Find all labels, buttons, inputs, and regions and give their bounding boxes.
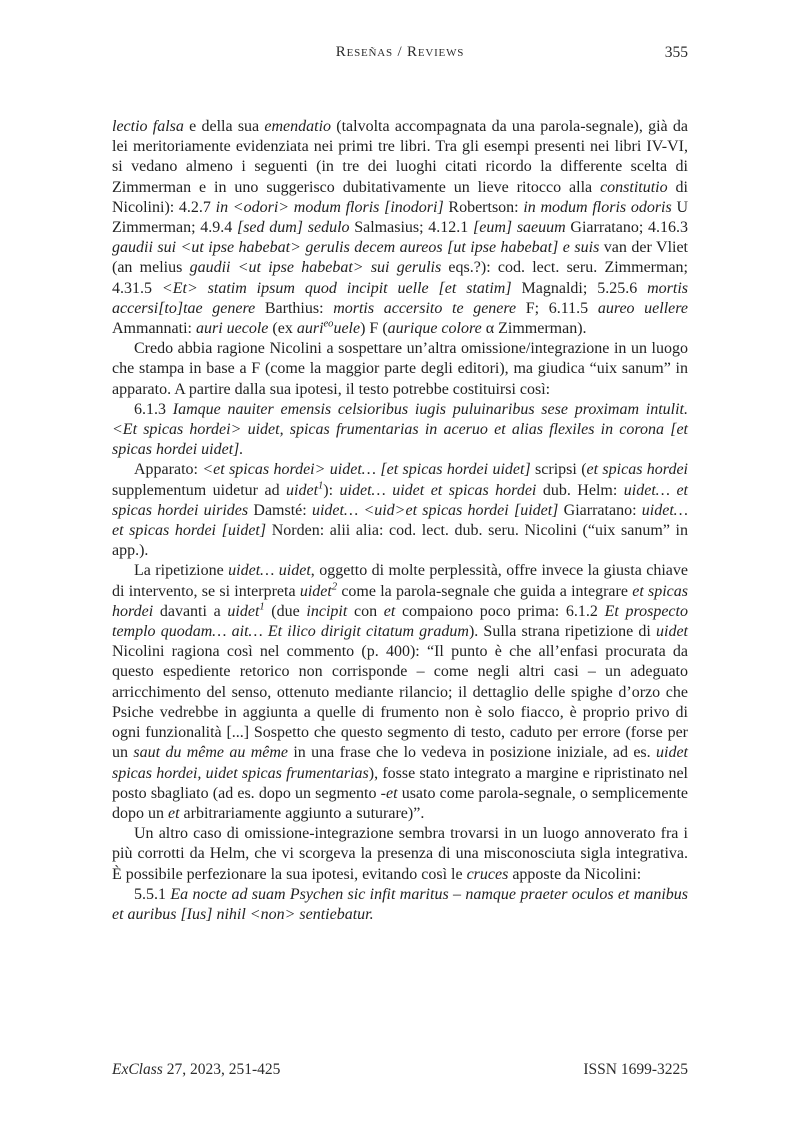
text-segment: e della sua bbox=[183, 118, 265, 135]
text-segment: Credo abbia ragione Nicolini a sospettare un’altra omissione/integrazione in un luogo che stampa in base a F (come la maggior parte degli editori), ma giudica “uix sanum” in apparato. A partire dalla sua ipotesi, il testo potrebbe costituirsi così: bbox=[112, 340, 688, 398]
text-segment: (ex bbox=[268, 320, 297, 338]
text-segment: mortis accersito te genere bbox=[333, 299, 517, 317]
paragraph bbox=[112, 885, 688, 925]
text-segment: con bbox=[347, 602, 384, 620]
text-segment: et bbox=[385, 784, 398, 802]
text-segment: 6.1.3 bbox=[134, 400, 173, 418]
text-segment: aurique colore bbox=[387, 320, 482, 338]
text-segment: Norden: alii alia: cod. lect. dub. seru. Nicolini (“uix sanum” in app.). bbox=[112, 522, 689, 560]
text-segment: davanti a bbox=[153, 602, 228, 620]
text-segment: ): bbox=[323, 481, 340, 499]
text-segment: uidet bbox=[227, 602, 260, 620]
paragraph bbox=[112, 339, 688, 400]
text-segment: Ammannati: bbox=[112, 320, 196, 338]
footer-issue-info: 27, 2023, 251-425 bbox=[162, 1061, 281, 1078]
text-segment: Et prospecto templo quodam… ait… Et ilico dirigit citatum gradum bbox=[112, 602, 688, 641]
text-segment: eqs.?): cod. lect. seru. Zimmerman; 4.31.5 bbox=[112, 259, 688, 297]
paragraph bbox=[112, 117, 688, 339]
text-segment: 2 bbox=[331, 581, 338, 593]
text-segment: Giarratano; 4.16.3 bbox=[565, 219, 689, 237]
text-segment: et bbox=[383, 602, 396, 620]
text-segment: La ripetizione bbox=[134, 562, 229, 580]
text-segment: incipit bbox=[306, 602, 348, 620]
paragraph bbox=[112, 400, 688, 461]
text-segment: Barthius: bbox=[255, 299, 334, 317]
text-segment: gaudii <ut ipse habebat> sui gerulis bbox=[189, 259, 442, 277]
text-segment: (talvolta accompagnata da una parola-segnale), già da lei meritoriamente evidenziata nei primi tre libri. Tra gli esempi presenti nei libri IV-VI, si vedano almeno i seguenti (in tre dei luoghi citati ricordo la differente scelta di Zimmerman e in uno suggerisco dubitativamente un lieve ritocco alla bbox=[112, 118, 688, 196]
text-segment: dub. Helm: bbox=[536, 481, 624, 499]
page-footer bbox=[112, 1061, 688, 1079]
text-segment: in <odori> modum floris [inodori] bbox=[215, 198, 444, 216]
text-segment: Iamque nauiter emensis celsioribus iugis puluinaribus sese proximam intulit. <Et spicas hordei> uidet, spicas frumentarias in aceruo et alias flexiles in corona [et spicas hordei uidet]. bbox=[112, 400, 689, 459]
text-segment: uidet… <uid>et spicas hordei [uidet] bbox=[311, 501, 559, 519]
text-segment: gaudii sui <ut ipse habebat> gerulis decem aureos [ut ipse habebat] e suis bbox=[112, 239, 600, 257]
text-segment: <Et> statim ipsum quod incipit uelle [et statim] bbox=[161, 279, 512, 297]
text-segment: come la parola-segnale che guida a integrare bbox=[337, 582, 633, 600]
text-segment: uidet… uidet bbox=[228, 562, 311, 580]
text-segment: ) F ( bbox=[360, 320, 388, 338]
text-segment: uidet bbox=[299, 582, 332, 600]
text-segment: apposte da Nicolini: bbox=[508, 865, 642, 883]
text-segment: eo bbox=[323, 318, 334, 330]
text-segment: in modum floris odoris bbox=[523, 198, 672, 216]
text-segment: , oggetto di molte perplessità, offre invece la giusta chiave di intervento, se si interpreta bbox=[112, 562, 688, 600]
text-segment: 1 bbox=[259, 601, 265, 613]
text-segment: et bbox=[168, 804, 180, 822]
text-segment: uidet… et spicas hordei [uidet] bbox=[112, 501, 688, 540]
text-segment: (due bbox=[264, 602, 307, 620]
text-segment: cruces bbox=[466, 865, 509, 883]
text-segment: Giarratano: bbox=[558, 501, 642, 519]
text-segment: uidet… uidet et spicas hordei bbox=[339, 481, 537, 499]
text-segment: [eum] saeuum bbox=[473, 219, 566, 237]
footer-issn: ISSN 1699-3225 bbox=[583, 1061, 688, 1078]
text-segment: constitutio bbox=[600, 178, 668, 196]
text-segment: α Zimmerman). bbox=[481, 320, 587, 338]
text-segment: aureo uellere bbox=[597, 299, 689, 317]
text-segment: auri bbox=[296, 320, 324, 338]
text-segment: uidet spicas hordei, uidet spicas frumentarias bbox=[112, 744, 688, 782]
text-segment: Apparato: bbox=[134, 461, 203, 479]
text-segment: et spicas hordei bbox=[586, 461, 688, 479]
text-segment: arbitrariamente aggiunto a suturare)”. bbox=[179, 804, 425, 822]
text-segment: compaiono poco prima: 6.1.2 bbox=[395, 602, 605, 620]
text-segment: Nicolini ragiona così nel commento (p. 400): “Il punto è che all’enfasi procurata da questo espediente retorico non corrisponde – come negli altri casi – un adeguato arricchimento del senso, ottenuto mediante rilancio; il dettaglio delle spighe d’orzo che Psiche vedrebbe in aggiunta a quelle di frumento non è solo fiacco, è proprio privo di ogni funzionalità [...] Sospetto che questo segmento di testo, caduto per errore (forse per un bbox=[112, 643, 688, 762]
footer-citation bbox=[112, 1061, 280, 1079]
journal-name: ExClass bbox=[112, 1061, 163, 1078]
paragraph bbox=[112, 460, 688, 561]
text-segment: Salmasius; 4.12.1 bbox=[349, 219, 473, 237]
text-segment: auri uecole bbox=[195, 320, 269, 338]
text-segment: emendatio bbox=[264, 118, 332, 135]
text-segment: 1 bbox=[318, 480, 324, 492]
text-segment: supplementum uidetur ad bbox=[112, 481, 287, 499]
text-segment: in una frase che lo vedeva in posizione iniziale, ad es. bbox=[288, 744, 656, 762]
text-segment: Un altro caso di omissione-integrazione sembra trovarsi in un luogo annoverato fra i più corrotti da Helm, che vi scorgeva la presenza di una misconosciuta sigla integrativa. È possibile perfezionare la sua ipotesi, evitando così le bbox=[112, 825, 688, 883]
text-segment: et spicas hordei bbox=[112, 582, 689, 620]
text-segment: Ea nocte ad suam Psychen sic infit maritus – namque praeter oculos et manibus et auribus [Ius] nihil <non> sentiebatur. bbox=[112, 885, 689, 923]
text-segment: mortis accersi[to]tae genere bbox=[112, 279, 689, 317]
paragraph bbox=[112, 824, 688, 885]
paragraph bbox=[112, 561, 688, 824]
text-segment: uidet bbox=[656, 623, 688, 641]
text-segment: lectio falsa bbox=[112, 118, 184, 135]
text-segment: Magnaldi; 5.25.6 bbox=[511, 279, 648, 297]
text-segment: ). Sulla strana ripetizione di bbox=[468, 623, 656, 641]
text-segment: Robertson: bbox=[443, 198, 524, 216]
text-segment: <et spicas hordei> uidet… [et spicas hordei uidet] bbox=[202, 461, 531, 479]
text-segment: F; 6.11.5 bbox=[516, 299, 598, 317]
text-segment: scripsi ( bbox=[530, 461, 587, 479]
text-segment: usato come parola-segnale, o semplicemente dopo un bbox=[112, 784, 689, 822]
text-segment: uele bbox=[333, 320, 361, 338]
text-segment: ), fosse stato integrato a margine e ripristinato nel posto sbagliato (ad es. dopo un segmento - bbox=[112, 764, 688, 802]
text-segment: uidet… et spicas hordei uirides bbox=[112, 481, 688, 519]
article-body bbox=[112, 117, 688, 925]
running-head-title: Reseñas / Reviews bbox=[335, 44, 465, 60]
text-segment: saut du même au même bbox=[133, 744, 289, 762]
text-segment: 5.5.1 bbox=[134, 885, 171, 903]
text-segment: U Zimmerman; 4.9.4 bbox=[112, 198, 689, 237]
text-segment: van der Vliet (an melius bbox=[112, 239, 689, 277]
text-segment: uidet bbox=[286, 481, 319, 499]
text-segment: [sed dum] sedulo bbox=[236, 219, 350, 237]
page-header bbox=[112, 44, 688, 64]
text-segment: di Nicolini): 4.2.7 bbox=[112, 178, 689, 216]
page-number: 355 bbox=[664, 44, 688, 61]
text-segment: Damsté: bbox=[248, 501, 312, 519]
